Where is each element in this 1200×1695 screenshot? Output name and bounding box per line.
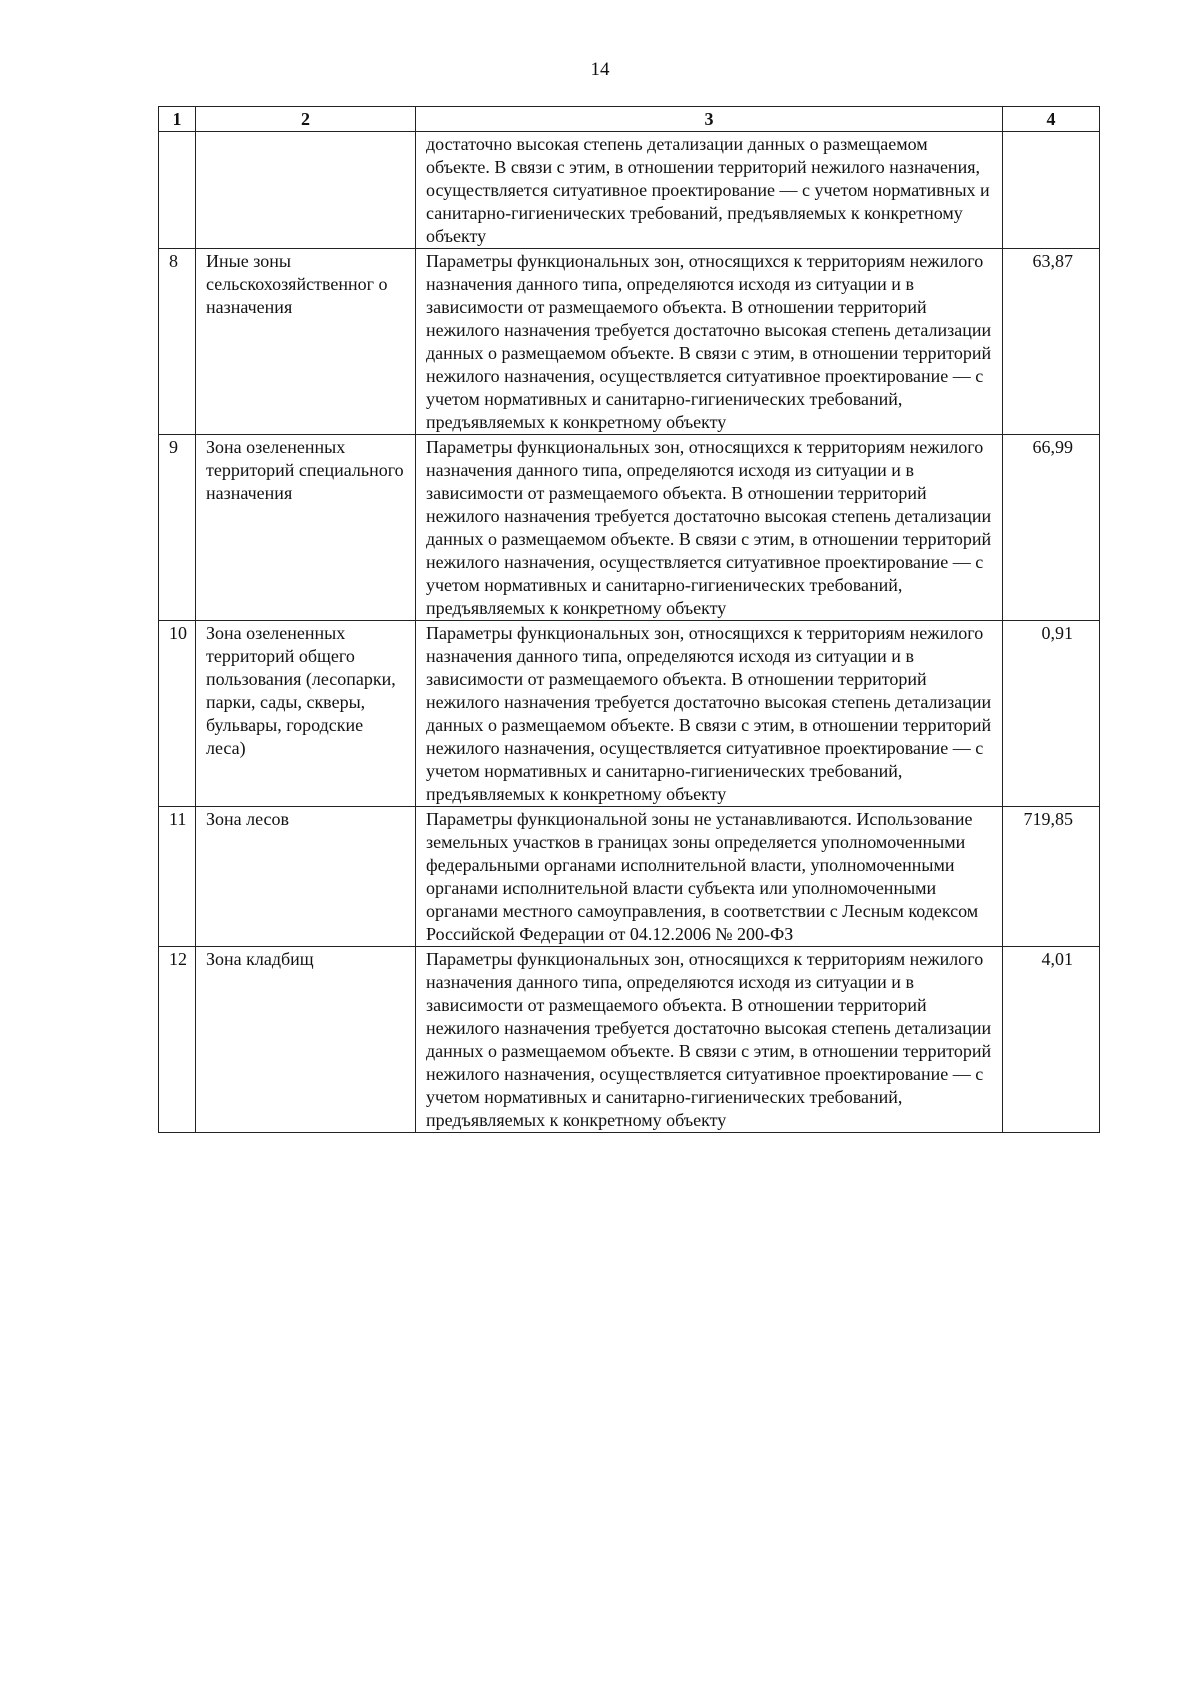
row-number-cell bbox=[159, 132, 196, 249]
column-header: 1 bbox=[159, 107, 196, 132]
row-number-cell: 9 bbox=[159, 435, 196, 621]
zone-name-cell bbox=[196, 132, 416, 249]
area-value-cell: 66,99 bbox=[1003, 435, 1100, 621]
table-row bbox=[159, 807, 1100, 947]
table-row bbox=[159, 947, 1100, 1133]
params-cell: Параметры функциональных зон, относящихся к территориям нежилого назначения данного типа, определяются исходя из ситуации и в зависимости от размещаемого объекта. В отношении территорий нежилого назначения требуется достаточно высокая степень детализации данных о размещаемом объекте. В связи с этим, в отношении территорий нежилого назначения, осуществляется ситуативное проектирование — с учетом нормативных и санитарно-гигиенических требований, предъявляемых к конкретному объекту bbox=[416, 947, 1003, 1133]
params-cell: Параметры функциональных зон, относящихся к территориям нежилого назначения данного типа, определяются исходя из ситуации и в зависимости от размещаемого объекта. В отношении территорий нежилого назначения требуется достаточно высокая степень детализации данных о размещаемом объекте. В связи с этим, в отношении территорий нежилого назначения, осуществляется ситуативное проектирование — с учетом нормативных и санитарно-гигиенических требований, предъявляемых к конкретному объекту bbox=[416, 621, 1003, 807]
area-value-cell: 719,85 bbox=[1003, 807, 1100, 947]
page-number: 14 bbox=[590, 59, 610, 80]
row-number-cell: 10 bbox=[159, 621, 196, 807]
params-cell: Параметры функциональной зоны не устанавливаются. Использование земельных участков в границах зоны определяется уполномоченными федеральными органами исполнительной власти, уполномоченными органами исполнительной власти субъекта или уполномоченными органами местного самоуправления, в соответствии с Лесным кодексом Российской Федерации от 04.12.2006 № 200-ФЗ bbox=[416, 807, 1003, 947]
params-cell: Параметры функциональных зон, относящихся к территориям нежилого назначения данного типа, определяются исходя из ситуации и в зависимости от размещаемого объекта. В отношении территорий нежилого назначения требуется достаточно высокая степень детализации данных о размещаемом объекте. В связи с этим, в отношении территорий нежилого назначения, осуществляется ситуативное проектирование — с учетом нормативных и санитарно-гигиенических требований, предъявляемых к конкретному объекту bbox=[416, 435, 1003, 621]
row-number-cell: 8 bbox=[159, 249, 196, 435]
params-cell: Параметры функциональных зон, относящихся к территориям нежилого назначения данного типа, определяются исходя из ситуации и в зависимости от размещаемого объекта. В отношении территорий нежилого назначения требуется достаточно высокая степень детализации данных о размещаемом объекте. В связи с этим, в отношении территорий нежилого назначения, осуществляется ситуативное проектирование — с учетом нормативных и санитарно-гигиенических требований, предъявляемых к конкретному объекту bbox=[416, 249, 1003, 435]
table-row bbox=[159, 621, 1100, 807]
area-value-cell: 63,87 bbox=[1003, 249, 1100, 435]
table-row bbox=[159, 249, 1100, 435]
zone-name-cell: Зона кладбищ bbox=[196, 947, 416, 1133]
row-number-cell: 12 bbox=[159, 947, 196, 1133]
column-header: 2 bbox=[196, 107, 416, 132]
params-cell: достаточно высокая степень детализации данных о размещаемом объекте. В связи с этим, в отношении территорий нежилого назначения, осуществляется ситуативное проектирование — с учетом нормативных и санитарно-гигиенических требований, предъявляемых к конкретному объекту bbox=[416, 132, 1003, 249]
zone-name-cell: Зона лесов bbox=[196, 807, 416, 947]
zone-name-cell: Зона озелененных территорий специального назначения bbox=[196, 435, 416, 621]
area-value-cell: 4,01 bbox=[1003, 947, 1100, 1133]
area-value-cell: 0,91 bbox=[1003, 621, 1100, 807]
row-number-cell: 11 bbox=[159, 807, 196, 947]
area-value-cell bbox=[1003, 132, 1100, 249]
table-row bbox=[159, 435, 1100, 621]
column-header: 4 bbox=[1003, 107, 1100, 132]
table-row-continuation bbox=[159, 132, 1100, 249]
table-header-row bbox=[159, 107, 1100, 132]
zone-name-cell: Зона озелененных территорий общего пользования (лесопарки, парки, сады, скверы, бульвары, городские леса) bbox=[196, 621, 416, 807]
zone-name-cell: Иные зоны сельскохозяйственног о назначения bbox=[196, 249, 416, 435]
zones-table bbox=[158, 106, 1100, 1133]
column-header: 3 bbox=[416, 107, 1003, 132]
